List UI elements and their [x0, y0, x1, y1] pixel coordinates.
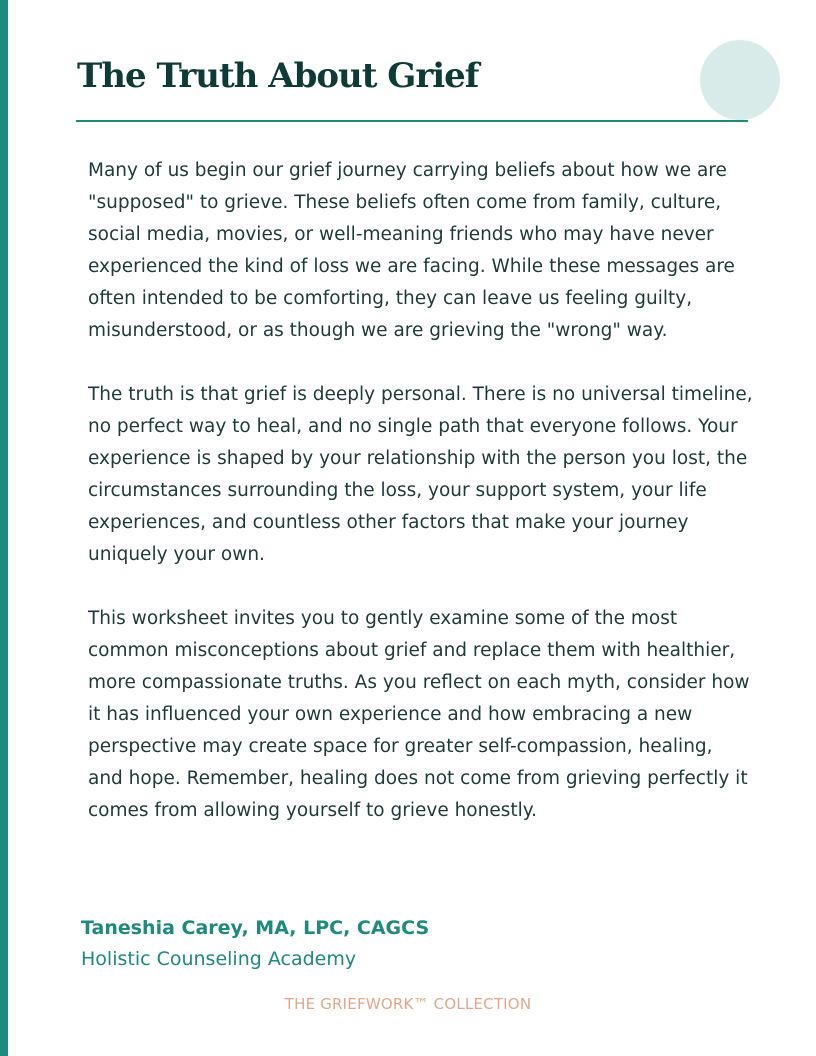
decorative-circle	[700, 40, 780, 120]
title-divider	[76, 120, 748, 122]
body-text	[88, 155, 753, 827]
paragraph-2: The truth is that grief is deeply personal. There is no universal timeline, no perfect way to heal, and no single path that everyone follows. Your experience is shaped by your relationship with the person you lost, the circumstances surrounding the loss, your support system, your life experiences, and countless other factors that make your journey uniquely your own.	[88, 384, 753, 565]
paragraph-3: This worksheet invites you to gently examine some of the most common misconceptions about grief and replace them with healthier, more compassionate truths. As you reflect on each myth, consider how it has influenced your own experience and how embracing a new perspective may create space for greater self-compassion, healing, and hope. Remember, healing does not come from grieving perfectly it comes from allowing yourself to grieve honestly.	[88, 608, 750, 821]
page-title: The Truth About Grief	[77, 56, 479, 96]
author-name: Taneshia Carey, MA, LPC, CAGCS	[81, 917, 430, 939]
footer-collection: THE GRIEFWORK™ COLLECTION	[284, 995, 532, 1013]
author-organization: Holistic Counseling Academy	[81, 948, 357, 970]
left-accent-bar	[0, 0, 8, 1056]
paragraph-1: Many of us begin our grief journey carrying beliefs about how we are "supposed" to grieve. These beliefs often come from family, culture, social media, movies, or well-meaning friends who may have never experienced the kind of loss we are facing. While these messages are often intended to be comforting, they can leave us feeling guilty, misunderstood, or as though we are grieving the "wrong" way.	[88, 160, 735, 341]
